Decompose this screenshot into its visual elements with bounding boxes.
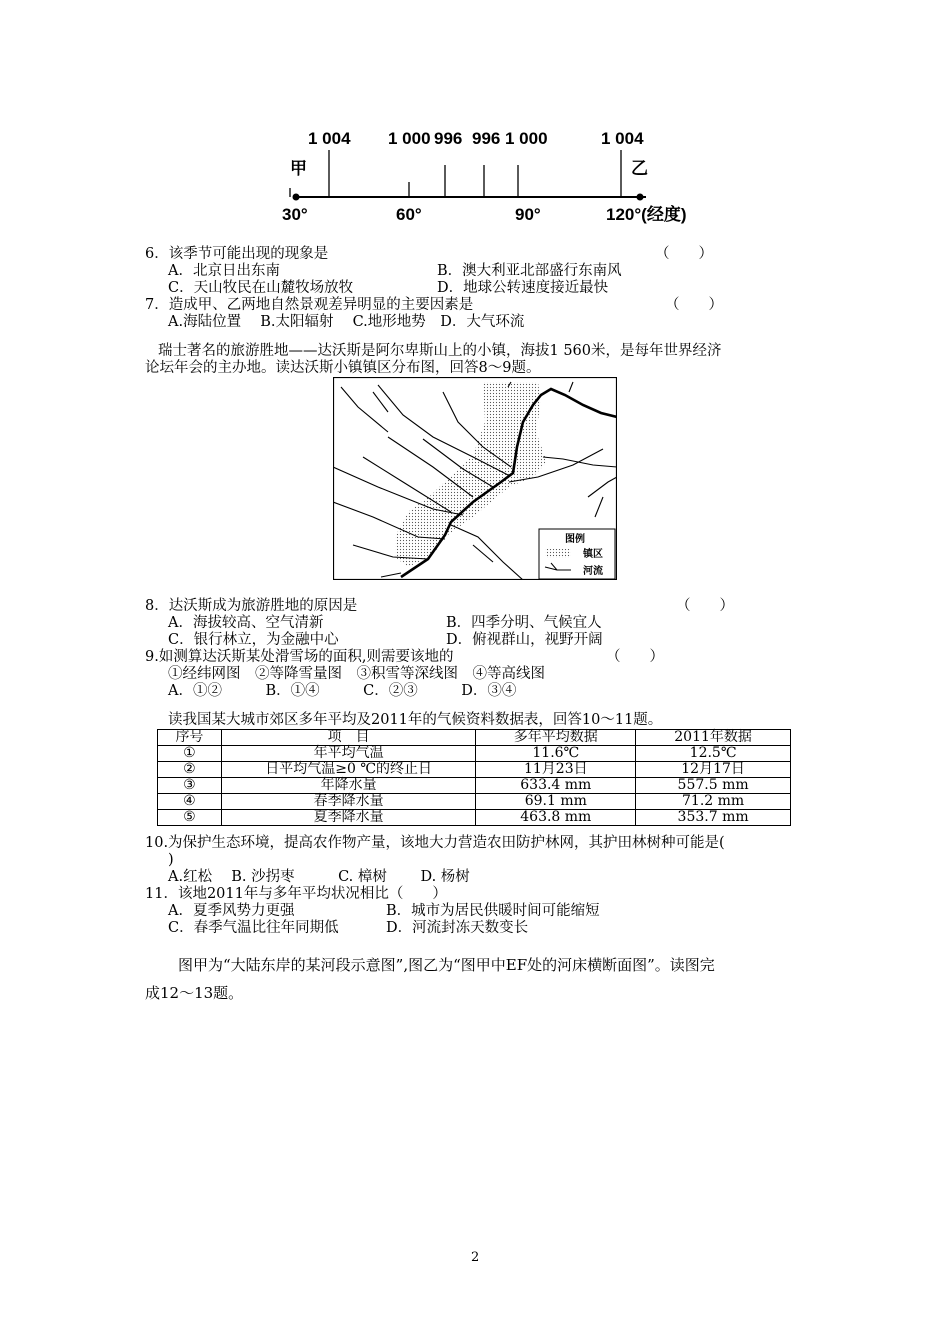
table-row — [158, 746, 791, 762]
climate-table — [157, 729, 791, 826]
pressure-label-2: 1 000 — [388, 129, 431, 148]
lon-label-30: 30° — [282, 205, 308, 224]
table-header: 序号 — [158, 730, 222, 746]
table-row — [158, 794, 791, 810]
q8-option-a: A．海拔较高、空气清新 — [168, 615, 324, 631]
q6-paren: （ ） — [655, 246, 713, 262]
table-cell: ⑤ — [158, 810, 222, 826]
q6-stem: 6．该季节可能出现的现象是 — [145, 246, 329, 262]
pressure-label-5: 1 000 — [505, 129, 548, 148]
point-yi: 乙 — [631, 159, 648, 178]
table-cell: 春季降水量 — [221, 794, 476, 810]
q8-option-d: D．俯视群山，视野开阔 — [446, 632, 603, 648]
legend-title: 图例 — [565, 534, 585, 545]
table-cell: 11.6℃ — [476, 746, 636, 762]
river-intro-line2: 成12～13题。 — [145, 984, 244, 1002]
table-cell: 年降水量 — [221, 778, 476, 794]
q6-option-b: B．澳大利亚北部盛行东南风 — [437, 263, 622, 279]
q11-option-b: B．城市为居民供暖时间可能缩短 — [386, 903, 600, 919]
q10-line2: ) — [168, 852, 174, 868]
table-cell: ③ — [158, 778, 222, 794]
table-header-row — [158, 730, 791, 746]
table-cell: 557.5 mm — [636, 778, 791, 794]
pressure-longitude-figure — [270, 120, 710, 230]
pressure-label-6: 1 004 — [601, 129, 644, 148]
table-row — [158, 762, 791, 778]
lon-label-120: 120°(经度) — [606, 205, 687, 224]
q11-option-c: C．春季气温比往年同期低 — [168, 920, 339, 936]
davos-town-map — [333, 377, 617, 580]
q9-items: ①经纬网图 ②等降雪量图 ③积雪等深线图 ④等高线图 — [168, 666, 545, 682]
table-cell: 日平均气温≥0 ℃的终止日 — [221, 762, 476, 778]
table-cell: 夏季降水量 — [221, 810, 476, 826]
q6-option-a: A．北京日出东南 — [168, 263, 280, 279]
q10-options: A.红松 B. 沙拐枣 C. 樟树 D. 杨树 — [168, 869, 470, 885]
q11-stem: 11．该地2011年与多年平均状况相比（ ） — [145, 886, 447, 902]
table-cell: 11月23日 — [476, 762, 636, 778]
lon-label-90: 90° — [515, 205, 541, 224]
q8-option-c: C．银行林立，为金融中心 — [168, 632, 339, 648]
table-cell: 353.7 mm — [636, 810, 791, 826]
legend-town: 镇区 — [583, 549, 603, 560]
river-intro-line1: 图甲为“大陆东岸的某河段示意图”,图乙为“图甲中EF处的河床横断面图”。读图完 — [178, 956, 715, 974]
table-row — [158, 778, 791, 794]
q7-paren: （ ） — [665, 297, 723, 313]
table-cell: 71.2 mm — [636, 794, 791, 810]
table-cell: 69.1 mm — [476, 794, 636, 810]
q7-stem: 7．造成甲、乙两地自然景观差异明显的主要因素是 — [145, 297, 474, 313]
table-cell: 633.4 mm — [476, 778, 636, 794]
table-cell: ① — [158, 746, 222, 762]
q7-options: A.海陆位置 B.太阳辐射 C.地形地势 D．大气环流 — [168, 314, 525, 330]
davos-intro-line1: 瑞士著名的旅游胜地——达沃斯是阿尔卑斯山上的小镇，海拔1 560米，是每年世界经济 — [158, 343, 722, 359]
table-header: 多年平均数据 — [476, 730, 636, 746]
pressure-label-1: 1 004 — [308, 129, 351, 148]
table-header: 2011年数据 — [636, 730, 791, 746]
table-cell: 12月17日 — [636, 762, 791, 778]
davos-intro-line2: 论坛年会的主办地。读达沃斯小镇镇区分布图，回答8～9题。 — [145, 360, 541, 376]
q11-option-a: A．夏季风势力更强 — [168, 903, 295, 919]
q6-option-c: C．天山牧民在山麓牧场放牧 — [168, 280, 354, 296]
q8-stem: 8．达沃斯成为旅游胜地的原因是 — [145, 598, 358, 614]
pressure-label-4: 996 — [472, 129, 501, 148]
q9-paren: （ ） — [606, 649, 664, 665]
table-cell: ④ — [158, 794, 222, 810]
table-cell: ② — [158, 762, 222, 778]
lon-label-60: 60° — [396, 205, 422, 224]
q6-option-d: D．地球公转速度接近最快 — [437, 280, 609, 296]
pressure-label-3: 996 — [434, 129, 463, 148]
page-number: 2 — [471, 1250, 480, 1265]
legend-river: 河流 — [583, 566, 603, 577]
table-row — [158, 810, 791, 826]
table-cell: 463.8 mm — [476, 810, 636, 826]
q9-stem: 9.如测算达沃斯某处滑雪场的面积,则需要该地的 — [145, 649, 454, 665]
table-cell: 12.5℃ — [636, 746, 791, 762]
q9-options: A．①② B．①④ C．②③ D．③④ — [168, 683, 517, 699]
point-jia: 甲 — [290, 159, 307, 178]
q8-option-b: B．四季分明、气候宜人 — [446, 615, 602, 631]
q10-line1: 10.为保护生态环境，提高农作物产量，该地大力营造农田防护林网，其护田林树种可能是( — [145, 835, 725, 851]
q8-paren: （ ） — [676, 598, 734, 614]
q11-option-d: D．河流封冻天数变长 — [386, 920, 529, 936]
table-cell: 年平均气温 — [221, 746, 476, 762]
climate-intro: 读我国某大城市郊区多年平均及2011年的气候资料数据表，回答10～11题。 — [168, 712, 663, 728]
table-header: 项 目 — [221, 730, 476, 746]
